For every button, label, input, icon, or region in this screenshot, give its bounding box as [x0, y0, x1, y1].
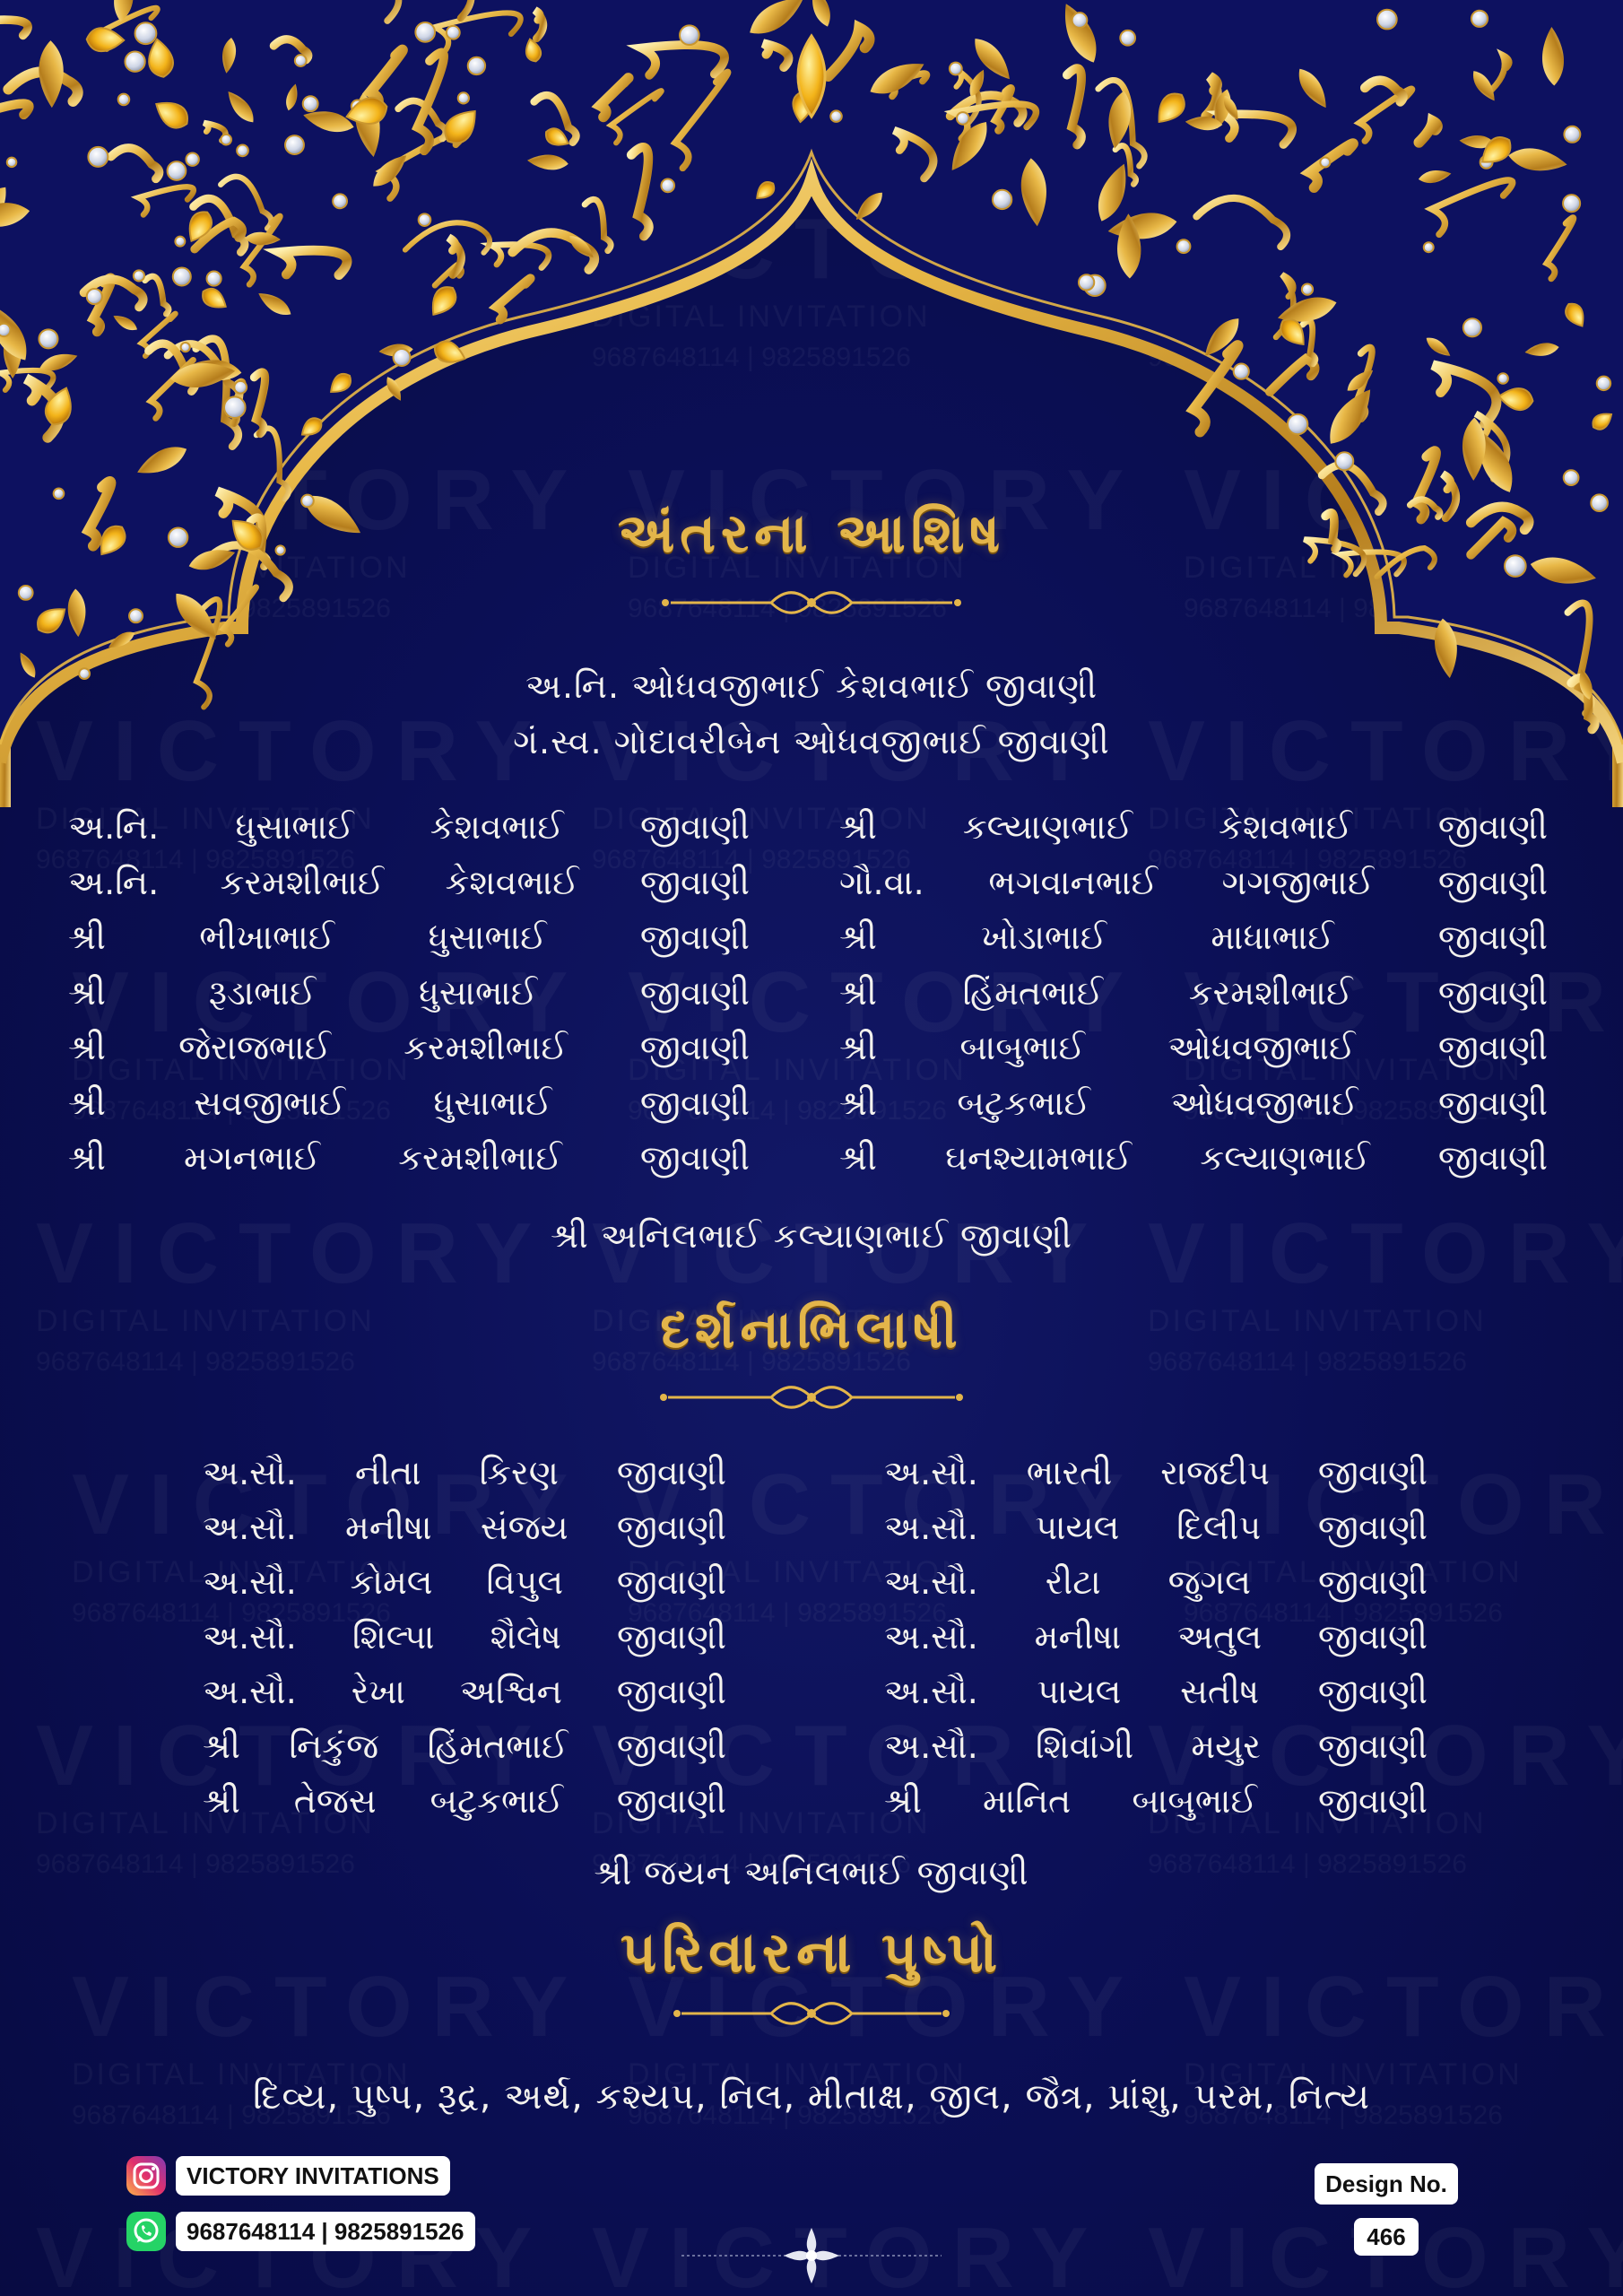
name-line: શ્રી કલ્યાણભાઈ કેશવભાઈ જીવાણી: [839, 807, 1548, 847]
name-line: શ્રી જેરાજભાઈ કરમશીભાઈ જીવાણી: [68, 1028, 750, 1067]
ornament-divider: [0, 2000, 1623, 2027]
ornament-divider: [0, 1384, 1623, 1411]
well-wishers-right-column: [884, 1446, 1428, 1829]
name-line: અ.સૌ. પાયલ દિલીપ જીવાણી: [884, 1508, 1428, 1547]
ornament-divider: [0, 589, 1623, 616]
well-wishers-left-column: [203, 1446, 726, 1829]
name-line: અ.સૌ. ભારતી રાજદીપ જીવાણી: [884, 1453, 1428, 1492]
name-line: અ.સૌ. મનીષા સંજય જીવાણી: [203, 1508, 726, 1547]
name-line: શ્રી હિંમતભાઈ કરમશીભાઈ જીવાણી: [839, 972, 1548, 1013]
children-names: દિવ્ય, પુષ્પ, રૂદ્ર, અર્થ, કશ્યપ, નિલ, મીતાક્ષ, જીલ, જૈત્ર, પ્રાંશુ, પરમ, નિત્ય: [252, 2076, 1371, 2118]
name-line: શ્રી મગનભાઈ કરમશીભાઈ જીવાણી: [68, 1138, 750, 1178]
name-line: અ.નિ. ધુસાભાઈ કેશવભાઈ જીવાણી: [68, 807, 750, 847]
name-line: શ્રી રૂડાભાઈ ધુસાભાઈ જીવાણી: [68, 972, 750, 1013]
name-line: અ.સૌ. રેખા અશ્વિન જીવાણી: [203, 1672, 726, 1711]
name-line: અ.સૌ. શિલ્પા શૈલેષ જીવાણી: [203, 1617, 726, 1657]
blessings-closing-line: શ્રી અનિલભાઈ કલ્યાણભાઈ જીવાણી: [550, 1216, 1073, 1256]
instagram-handle-badge[interactable]: VICTORY INVITATIONS: [176, 2156, 450, 2196]
name-line: શ્રી ભીખાભાઈ ધુસાભાઈ જીવાણી: [68, 918, 750, 957]
name-line: અ.સૌ. નીતા કિરણ જીવાણી: [203, 1453, 726, 1492]
name-line: શ્રી માનિત બાબુભાઈ જીવાણી: [884, 1781, 1428, 1821]
blessings-left-column: [68, 800, 750, 1187]
design-number-value: 466: [1354, 2218, 1419, 2256]
bottom-ornament-icon: [681, 2224, 942, 2287]
whatsapp-number-badge[interactable]: 9687648114 | 9825891526: [176, 2212, 475, 2251]
design-number-label: Design No.: [1315, 2163, 1458, 2205]
name-line: અ.સૌ. શિવાંગી મયુર જીવાણી: [884, 1726, 1428, 1766]
name-line: અ.સૌ. કોમલ વિપુલ જીવાણી: [203, 1562, 726, 1602]
name-line: અ.સૌ. રીટા જુગલ જીવાણી: [884, 1562, 1428, 1602]
name-line: અ.સૌ. મનીષા અતુલ જીવાણી: [884, 1617, 1428, 1657]
name-line: શ્રી તેજસ બટુકભાઈ જીવાણી: [203, 1781, 726, 1821]
section-heading-well-wishers: દર્શનાભિલાષી: [660, 1299, 963, 1360]
name-line: અ.સૌ. પાયલ સતીષ જીવાણી: [884, 1672, 1428, 1711]
blessings-right-column: [839, 800, 1548, 1187]
name-line: અ.નિ. કરમશીભાઈ કેશવભાઈ જીવાણી: [68, 862, 750, 902]
instagram-icon[interactable]: [126, 2156, 166, 2196]
name-line: શ્રી નિકુંજ હિંમતભાઈ જીવાણી: [203, 1726, 726, 1766]
section-heading-blessings: અંતરના આશિષ: [617, 502, 1006, 565]
section-heading-family-flowers: પરિવારના પુષ્પો: [620, 1919, 1003, 1985]
name-line: શ્રી બટુકભાઈ ઓધવજીભાઈ જીવાણી: [839, 1083, 1548, 1123]
well-wishers-closing-line: શ્રી જયન અનિલભાઈ જીવાણી: [594, 1853, 1029, 1892]
name-line: ગૌ.વા. ભગવાનભાઈ ગગજીભાઈ જીવાણી: [839, 862, 1548, 902]
elder-line-1: અ.નિ. ઓધવજીભાઈ કેશવભાઈ જીવાણી: [525, 666, 1098, 706]
name-line: શ્રી બાબુભાઈ ઓધવજીભાઈ જીવાણી: [839, 1028, 1548, 1067]
name-line: શ્રી સવજીભાઈ ધુસાભાઈ જીવાણી: [68, 1083, 750, 1123]
name-line: શ્રી ખોડાભાઈ માધાભાઈ જીવાણી: [839, 918, 1548, 957]
name-line: શ્રી ઘનશ્યામભાઈ કલ્યાણભાઈ જીવાણી: [839, 1138, 1548, 1178]
whatsapp-icon[interactable]: [126, 2212, 166, 2251]
elder-line-2: ગં.સ્વ. ગોદાવરીબેન ઓધવજીભાઈ જીવાણી: [513, 722, 1110, 761]
